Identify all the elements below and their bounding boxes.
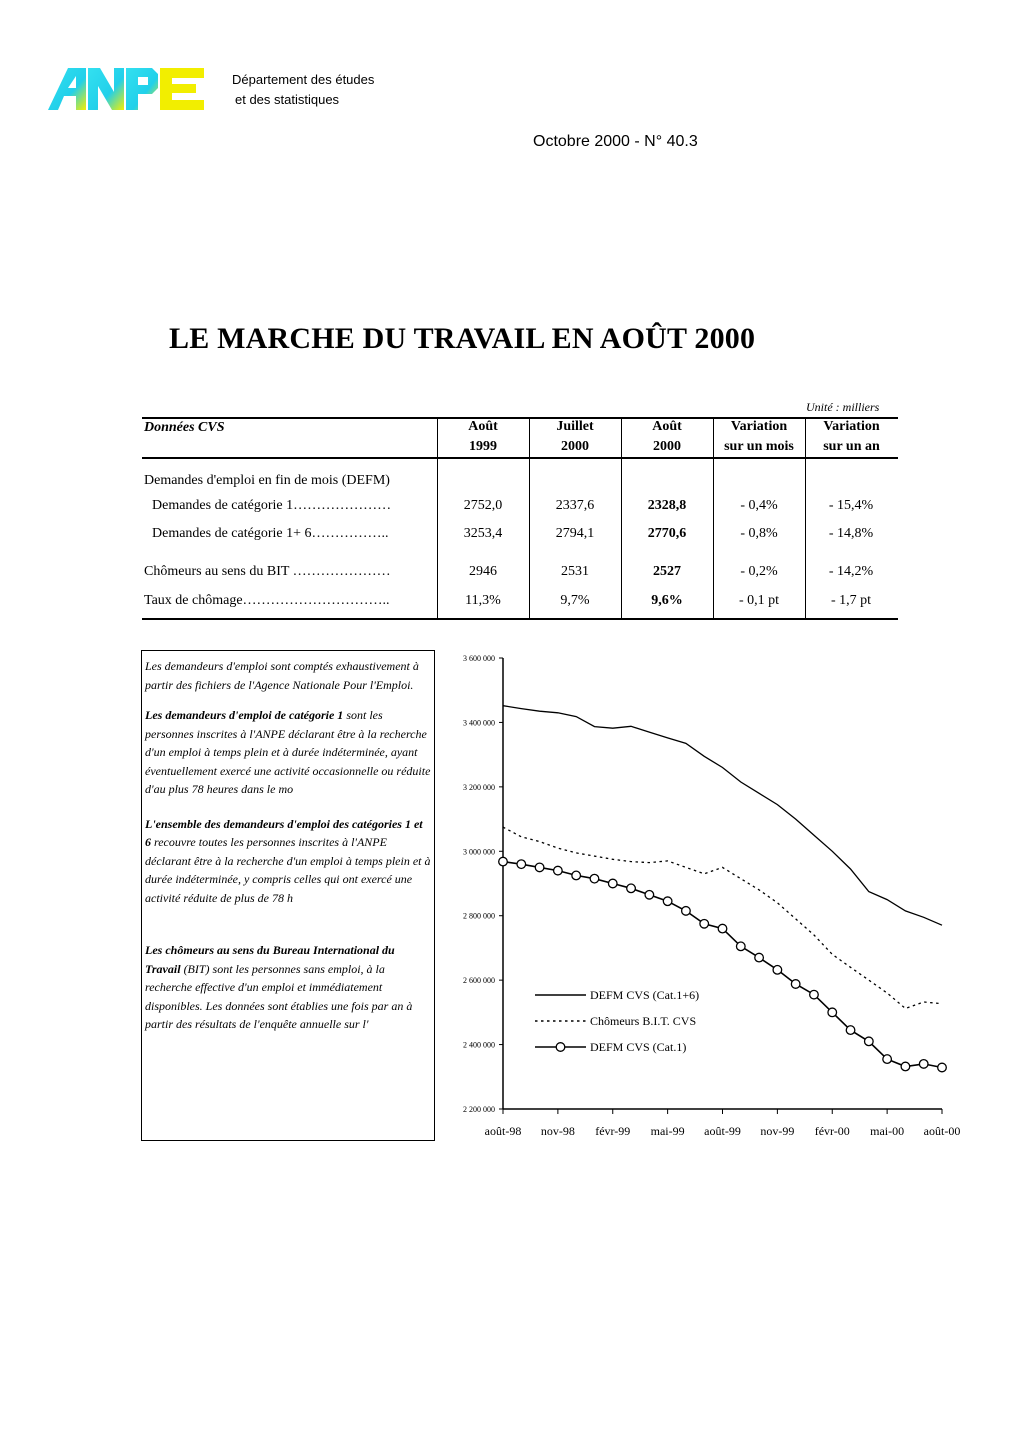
- note-paragraph: Les demandeurs d'emploi de catégorie 1 sont les personnes inscrites à l'ANPE déclarant être à la recherche d'un emploi à temps plein et à durée indéterminée, ayant éventuellement exercé une activité occasionnelle ou réduite d'au plus 78 heures dans le mo: [145, 708, 431, 796]
- data-point: [682, 907, 691, 916]
- data-point: [791, 980, 800, 989]
- legend-label: DEFM CVS (Cat.1): [590, 1040, 687, 1054]
- table-cell: - 15,4%: [828, 498, 874, 513]
- data-point: [755, 953, 764, 962]
- table-corner-label: Données CVS: [144, 420, 225, 435]
- x-tick-label: nov-98: [540, 1124, 575, 1138]
- table-cell: 2752,0: [463, 498, 503, 513]
- x-tick-label: août-99: [704, 1124, 741, 1138]
- column-header: Variation sur un an: [823, 419, 880, 454]
- data-point: [645, 890, 654, 899]
- data-point: [938, 1063, 947, 1072]
- table-cell: 9,6%: [651, 593, 683, 608]
- data-point: [919, 1060, 928, 1069]
- legend-marker: [556, 1043, 565, 1052]
- x-tick-label: févr-99: [595, 1124, 631, 1138]
- y-tick-label: 3 600 000: [463, 654, 495, 663]
- legend-label: Chômeurs B.I.T. CVS: [590, 1014, 697, 1028]
- data-point: [700, 919, 709, 928]
- y-tick-label: 2 200 000: [463, 1105, 495, 1114]
- y-tick-label: 3 200 000: [463, 782, 495, 792]
- data-point: [846, 1026, 855, 1035]
- definitions-box: [141, 650, 435, 1141]
- y-tick-label: 3 400 000: [463, 718, 495, 728]
- data-point: [590, 874, 599, 883]
- department-line-2: et des statistiques: [235, 92, 340, 107]
- row-label: Chômeurs au sens du BIT …………………: [144, 564, 391, 579]
- data-point: [736, 942, 745, 951]
- department-line-1: Département des études: [232, 72, 375, 87]
- x-tick-label: mai-99: [650, 1124, 685, 1138]
- table-cell: 9,7%: [560, 593, 590, 608]
- data-point: [608, 879, 617, 888]
- y-tick-label: 2 600 000: [463, 976, 495, 986]
- row-label: Demandes de catégorie 1…………………: [152, 498, 392, 513]
- table-cell: 11,3%: [465, 593, 501, 608]
- y-tick-label: 2 400 000: [463, 1040, 495, 1050]
- x-tick-label: nov-99: [760, 1124, 795, 1138]
- data-point: [535, 863, 544, 872]
- table-cell: - 0,2%: [740, 564, 778, 579]
- x-tick-label: mai-00: [870, 1124, 905, 1138]
- section-label: Demandes d'emploi en fin de mois (DEFM): [144, 473, 390, 488]
- x-tick-label: août-00: [923, 1124, 961, 1138]
- data-point: [773, 966, 782, 975]
- anpe-logo: [46, 66, 206, 112]
- table-cell: - 14,8%: [828, 526, 874, 541]
- table-cell: 2794,1: [555, 526, 595, 541]
- table-cell: - 1,7 pt: [830, 593, 872, 608]
- x-tick-label: févr-00: [814, 1124, 850, 1138]
- table-cell: 2531: [561, 564, 589, 579]
- note-paragraph: Les chômeurs au sens du Bureau International du Travail (BIT) sont les personnes sans emploi, à la recherche effective d'un emploi et immédiatement disponibles. Les données sont établies une fois par an à partir des résultats de l'enquête annuelle sur l': [145, 943, 413, 1031]
- legend-label: DEFM CVS (Cat.1+6): [590, 988, 700, 1002]
- table-cell: 2328,8: [647, 498, 687, 513]
- table-cell: - 0,1 pt: [738, 593, 780, 608]
- data-point: [554, 866, 563, 875]
- table-cell: - 14,2%: [828, 564, 874, 579]
- table-cell: - 0,8%: [740, 526, 778, 541]
- y-tick-label: 2 800 000: [463, 911, 495, 921]
- data-point: [901, 1062, 910, 1071]
- y-tick-label: 3 000 000: [463, 847, 495, 857]
- data-table: [142, 417, 898, 620]
- data-point: [517, 860, 526, 869]
- row-label: Taux de chômage…………………………..: [144, 593, 390, 608]
- data-point: [810, 990, 819, 999]
- column-header: Variation sur un mois: [724, 419, 794, 454]
- data-point: [572, 871, 581, 880]
- table-cell: 2337,6: [555, 498, 595, 513]
- table-cell: 2770,6: [647, 526, 687, 541]
- data-point: [663, 897, 672, 906]
- data-point: [499, 857, 508, 866]
- data-point: [627, 884, 636, 893]
- table-cell: 2527: [653, 564, 681, 579]
- note-paragraph: Les demandeurs d'emploi sont comptés exhaustivement à partir des fichiers de l'Agence Nationale Pour l'Emploi.: [145, 659, 419, 692]
- issue-number: Octobre 2000 - N° 40.3: [533, 133, 698, 150]
- series-line-2: [503, 827, 942, 1008]
- data-point: [718, 924, 727, 933]
- table-cell: 3253,4: [463, 526, 503, 541]
- table-cell: 2946: [469, 564, 497, 579]
- note-paragraph: L'ensemble des demandeurs d'emploi des catégories 1 et 6 recouvre toutes les personnes inscrites à l'ANPE déclarant être à la recherche d'un emploi à temps plein et à durée indéterminée, y compris celles qui ont exercé une activité réduite de plus de 78 h: [145, 816, 431, 905]
- department-name: [232, 70, 374, 110]
- column-header: Juillet 2000: [556, 419, 594, 454]
- data-point: [865, 1037, 874, 1046]
- data-point: [828, 1008, 837, 1017]
- series-line-3: [503, 862, 942, 1068]
- x-tick-label: août-98: [484, 1124, 522, 1138]
- data-point: [883, 1055, 892, 1064]
- line-chart: [440, 648, 980, 1148]
- unit-label: Unité : milliers: [806, 400, 880, 414]
- page-title: LE MARCHE DU TRAVAIL EN AOÛT 2000: [169, 322, 756, 355]
- series-line-1: [503, 706, 942, 926]
- row-label: Demandes de catégorie 1+ 6……………..: [152, 526, 389, 541]
- column-header: Août 2000: [652, 419, 682, 454]
- column-header: Août 1999: [468, 419, 498, 454]
- table-cell: - 0,4%: [740, 498, 778, 513]
